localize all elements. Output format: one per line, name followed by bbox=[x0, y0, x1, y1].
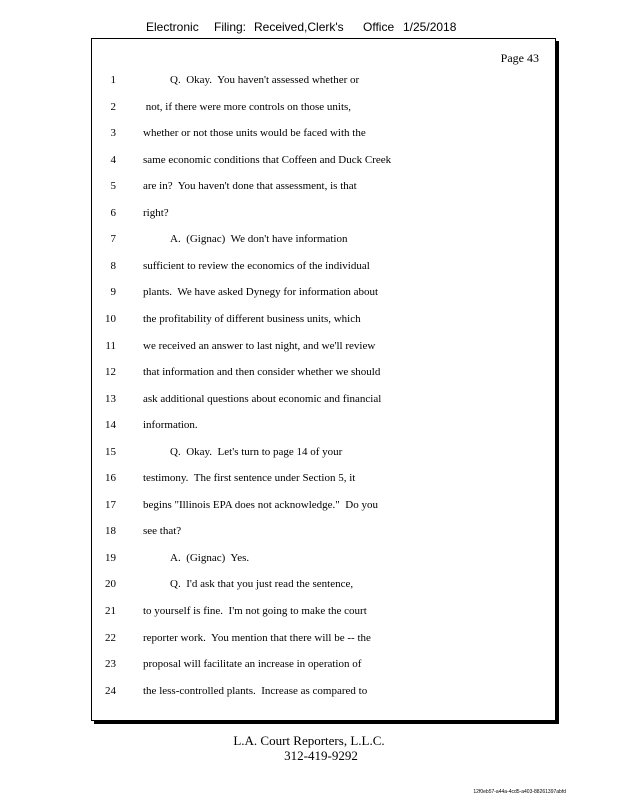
line-number: 11 bbox=[105, 339, 116, 352]
line-number: 21 bbox=[105, 605, 116, 617]
line-number: 8 bbox=[110, 259, 116, 272]
line-number: 14 bbox=[105, 419, 116, 432]
line-text: information. bbox=[143, 419, 198, 432]
header-office: Office bbox=[363, 20, 395, 34]
line-number: 10 bbox=[105, 312, 116, 325]
line-number: 24 bbox=[105, 684, 116, 697]
line-number: 5 bbox=[110, 180, 116, 193]
line-number: 23 bbox=[105, 658, 116, 671]
line-text: Q. Okay. Let's turn to page 14 of your bbox=[170, 445, 343, 458]
line-text: plants. We have asked Dynegy for information about bbox=[143, 286, 379, 299]
line-text: Q. Okay. You haven't assessed whether or bbox=[170, 74, 360, 86]
line-number: 6 bbox=[110, 206, 116, 219]
line-number: 22 bbox=[105, 631, 116, 644]
line-text: testimony. The first sentence under Section 5, it bbox=[143, 472, 356, 485]
footer-company: L.A. Court Reporters, L.L.C. bbox=[233, 733, 385, 748]
line-text: see that? bbox=[143, 525, 182, 538]
line-number: 4 bbox=[110, 153, 116, 166]
document-id: 12f0eb57-a44a-4cd5-a403-88261397abfd bbox=[473, 789, 566, 795]
line-number: 18 bbox=[105, 525, 116, 538]
line-number: 16 bbox=[105, 472, 116, 485]
line-number: 3 bbox=[110, 127, 116, 140]
line-number: 15 bbox=[105, 445, 116, 458]
line-text: proposal will facilitate an increase in operation of bbox=[143, 658, 362, 671]
line-number: 20 bbox=[105, 578, 116, 591]
line-number: 2 bbox=[110, 100, 116, 113]
line-text: begins "Illinois EPA does not acknowledge." Do you bbox=[143, 498, 378, 511]
line-number: 1 bbox=[110, 74, 116, 86]
footer bbox=[0, 733, 618, 763]
line-number: 12 bbox=[105, 366, 116, 379]
line-number: 13 bbox=[105, 392, 116, 405]
line-number: 17 bbox=[105, 498, 116, 511]
line-number: 19 bbox=[105, 551, 116, 564]
line-text: that information and then consider whether we should bbox=[143, 366, 381, 379]
line-text: reporter work. You mention that there will be -- the bbox=[143, 631, 371, 644]
line-text: not, if there were more controls on those units, bbox=[143, 100, 352, 113]
line-text: the profitability of different business units, which bbox=[143, 312, 361, 325]
line-text: A. (Gignac) Yes. bbox=[170, 551, 250, 564]
page-number: Page 43 bbox=[500, 51, 539, 65]
line-text: right? bbox=[143, 206, 169, 219]
line-text: ask additional questions about economic and financial bbox=[143, 392, 382, 405]
header-received: Received,Clerk's bbox=[254, 20, 344, 34]
line-text: Q. I'd ask that you just read the sentence, bbox=[170, 578, 354, 591]
transcript-page bbox=[91, 38, 556, 721]
line-text: the less-controlled plants. Increase as compared to bbox=[143, 684, 368, 697]
footer-phone: 312-419-9292 bbox=[284, 748, 358, 763]
line-number: 9 bbox=[110, 286, 116, 299]
header-date: 1/25/2018 bbox=[403, 20, 457, 34]
line-text: are in? You haven't done that assessment, is that bbox=[143, 180, 357, 193]
line-text: same economic conditions that Coffeen and Duck Creek bbox=[143, 153, 392, 166]
line-number: 7 bbox=[110, 233, 116, 246]
header-filing: Filing: bbox=[214, 20, 247, 34]
header-electronic: Electronic bbox=[146, 20, 199, 34]
line-text: A. (Gignac) We don't have information bbox=[170, 233, 348, 246]
line-text: whether or not those units would be faced with the bbox=[143, 127, 366, 140]
line-text: sufficient to review the economics of the individual bbox=[143, 259, 370, 272]
line-text: we received an answer to last night, and we'll review bbox=[143, 339, 376, 352]
line-text: to yourself is fine. I'm not going to make the court bbox=[143, 605, 367, 617]
